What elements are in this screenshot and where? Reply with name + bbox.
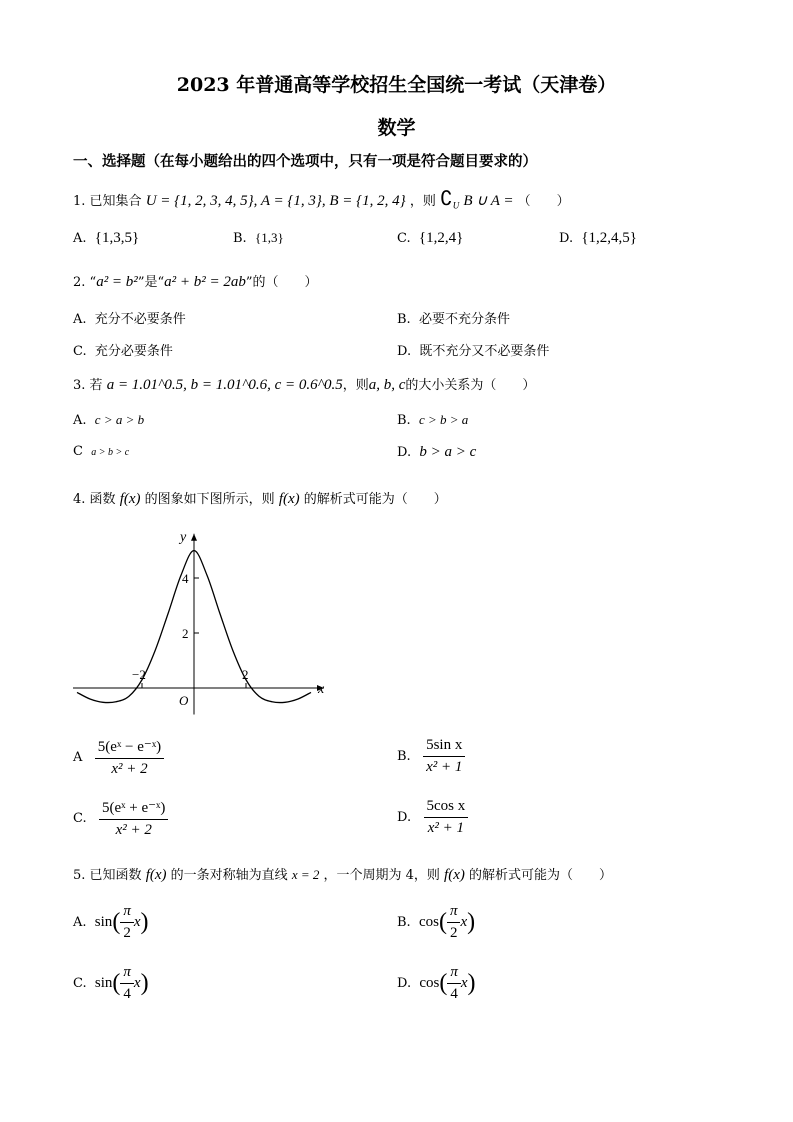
option-label: A. — [73, 231, 87, 246]
q5-option-c: C. sin( $\frac{\pi}{4}$ x) — [73, 964, 149, 1002]
numerator: π — [447, 964, 461, 984]
fraction — [99, 798, 168, 839]
fraction — [120, 903, 134, 942]
variable: x — [460, 914, 468, 930]
question-4 — [73, 488, 447, 508]
numerator: 5(eˣ + e⁻ˣ) — [99, 798, 168, 820]
q3-option-c — [73, 444, 129, 459]
q4-option-d — [397, 798, 468, 837]
fraction — [95, 737, 164, 778]
x-tick-label: −2 — [132, 667, 146, 682]
q1-expr: B ∪ A = — [463, 193, 514, 209]
denominator: x² + 1 — [426, 759, 463, 775]
q1-blank: （ ） — [517, 194, 570, 209]
option-text: 充分不必要条件 — [94, 312, 186, 327]
q1-option-d — [559, 230, 637, 247]
question-2 — [73, 271, 318, 291]
function-name: cos — [419, 975, 440, 991]
question-3 — [73, 374, 535, 394]
exam-title: 2023 年普通高等学校招生全国统一考试（天津卷） — [176, 74, 617, 96]
q4-prefix: 4. 函数 — [73, 492, 116, 507]
q3-option-d — [397, 444, 476, 461]
q3-prefix: 3. 若 — [73, 378, 103, 393]
q4-option-a — [73, 737, 164, 778]
q4-fx: f(x) — [119, 491, 141, 507]
question-1 — [73, 186, 570, 211]
q1-prefix: 1. 已知集合 — [73, 194, 142, 209]
q5-option-b: B. cos( $\frac{\pi}{2}$ x) — [397, 903, 476, 941]
q4-suffix: 的解析式可能为（ ） — [303, 492, 447, 507]
function-name: sin — [94, 975, 113, 991]
q5-prefix: 5. 已知函数 — [73, 868, 142, 883]
q1-option-b — [233, 230, 284, 246]
variable: x — [133, 914, 141, 930]
denominator: 2 — [449, 925, 458, 941]
denominator: 4 — [450, 986, 458, 1002]
option-text: a > b > c — [91, 447, 130, 458]
option-label: B. — [397, 413, 411, 428]
q2-expr-2: a² + b² = 2ab — [164, 274, 246, 290]
option-label: C. — [397, 231, 411, 246]
option-text: {1,2,4,5} — [581, 230, 638, 246]
q3-mid: ，则 — [342, 378, 369, 393]
q2-mid: ”是“ — [137, 275, 165, 290]
q2-option-c — [73, 340, 173, 359]
x-axis-label: x — [318, 682, 325, 697]
function-name: sin — [94, 914, 113, 930]
option-text: {1,3,5} — [94, 230, 140, 246]
denominator: 4 — [123, 986, 131, 1002]
denominator: x² + 1 — [427, 820, 465, 836]
option-text: c > a > b — [94, 412, 145, 427]
numerator: π — [120, 964, 134, 984]
q5-option-d: D. cos( $\frac{\pi}{4}$ x) — [397, 964, 476, 1002]
option-label: D. — [559, 231, 574, 246]
q3-suffix: 的大小关系为（ ） — [405, 378, 536, 393]
numerator: 5sin x — [423, 737, 465, 757]
q3-expr: a = 1.01^0.5, b = 1.01^0.6, c = 0.6^0.5 — [106, 377, 343, 393]
q5-mid-2: ，一个周期为 4，则 — [323, 868, 440, 883]
q3-option-a — [73, 412, 144, 428]
y-axis-arrow — [191, 534, 197, 541]
q5-fx: f(x) — [145, 867, 167, 883]
function-graph — [66, 522, 346, 722]
y-axis-label: y — [180, 529, 187, 545]
option-label: D. — [397, 976, 412, 991]
option-text: b > a > c — [419, 444, 477, 460]
option-label: B. — [397, 312, 411, 327]
q1-sets: U = {1, 2, 3, 4, 5}, A = {1, 3}, B = {1, 2, 4} — [145, 193, 406, 209]
q1-option-c — [397, 230, 463, 247]
option-label: C. — [73, 344, 87, 359]
option-text: 充分必要条件 — [94, 344, 173, 359]
q2-option-a — [73, 308, 186, 327]
q1-complement-sub: U — [452, 200, 460, 211]
q3-vars: a, b, c — [368, 377, 406, 393]
variable: x — [133, 975, 141, 991]
option-text: c > b > a — [418, 412, 469, 427]
numerator: π — [447, 903, 461, 923]
q2-prefix: 2. “ — [73, 275, 97, 290]
option-text: 既不充分又不必要条件 — [419, 344, 550, 359]
y-tick-label: 2 — [182, 626, 189, 641]
q5-suffix: 的解析式可能为（ ） — [469, 868, 613, 883]
q4-option-b — [397, 737, 465, 776]
fraction — [447, 964, 461, 1003]
q5-fx-2: f(x) — [444, 867, 465, 883]
option-label: A. — [73, 413, 87, 428]
x-tick-label: 2 — [242, 667, 249, 682]
subject-title: 数学 — [377, 117, 416, 139]
option-label: B. — [397, 749, 411, 764]
denominator: 2 — [123, 925, 131, 941]
fraction — [424, 798, 469, 837]
numerator: π — [120, 903, 134, 923]
numerator: 5cos x — [424, 798, 469, 818]
fraction — [423, 737, 465, 776]
q1-complement-symbol: ∁ — [439, 188, 453, 210]
q2-suffix: ”的（ ） — [245, 275, 318, 290]
option-text: 必要不充分条件 — [418, 312, 510, 327]
option-label: B. — [397, 915, 411, 930]
q5-option-a: A. sin( $\frac{\pi}{2}$ x) — [73, 903, 149, 941]
q2-expr-1: a² = b² — [96, 274, 138, 290]
numerator: 5(eˣ − e⁻ˣ) — [95, 737, 164, 759]
denominator: x² + 2 — [111, 761, 148, 777]
q3-option-b — [397, 412, 468, 428]
variable: x — [460, 975, 468, 991]
fraction — [447, 903, 461, 942]
option-label: D. — [397, 344, 412, 359]
option-label: A — [73, 750, 83, 765]
option-label: B. — [233, 231, 247, 246]
question-5 — [73, 864, 612, 884]
option-label: C — [73, 444, 83, 459]
q1-mid: ，则 — [409, 194, 436, 209]
q4-mid: 的图象如下图所示，则 — [144, 492, 275, 507]
function-name: cos — [418, 914, 439, 930]
q4-option-c — [73, 798, 168, 839]
option-label: C. — [73, 976, 87, 991]
option-label: A. — [73, 915, 87, 930]
q5-mid-1: 的一条对称轴为直线 — [170, 868, 288, 883]
q4-fx-2: f(x) — [278, 491, 300, 507]
q1-option-a — [73, 230, 139, 247]
fraction — [120, 964, 134, 1003]
option-text: {1,2,4} — [418, 230, 464, 246]
section-heading: 一、选择题（在每小题给出的四个选项中，只有一项是符合题目要求的） — [73, 153, 537, 170]
option-label: D. — [397, 810, 412, 825]
origin-label: O — [179, 693, 189, 708]
option-label: C. — [73, 811, 87, 826]
option-text: {1,3} — [254, 230, 284, 245]
option-label: D. — [397, 445, 412, 460]
q5-line: x = 2 — [291, 867, 320, 882]
y-tick-label: 4 — [182, 571, 189, 586]
option-label: A. — [73, 312, 87, 327]
q2-option-d — [397, 340, 549, 359]
q2-option-b — [397, 308, 510, 327]
denominator: x² + 2 — [115, 822, 152, 838]
